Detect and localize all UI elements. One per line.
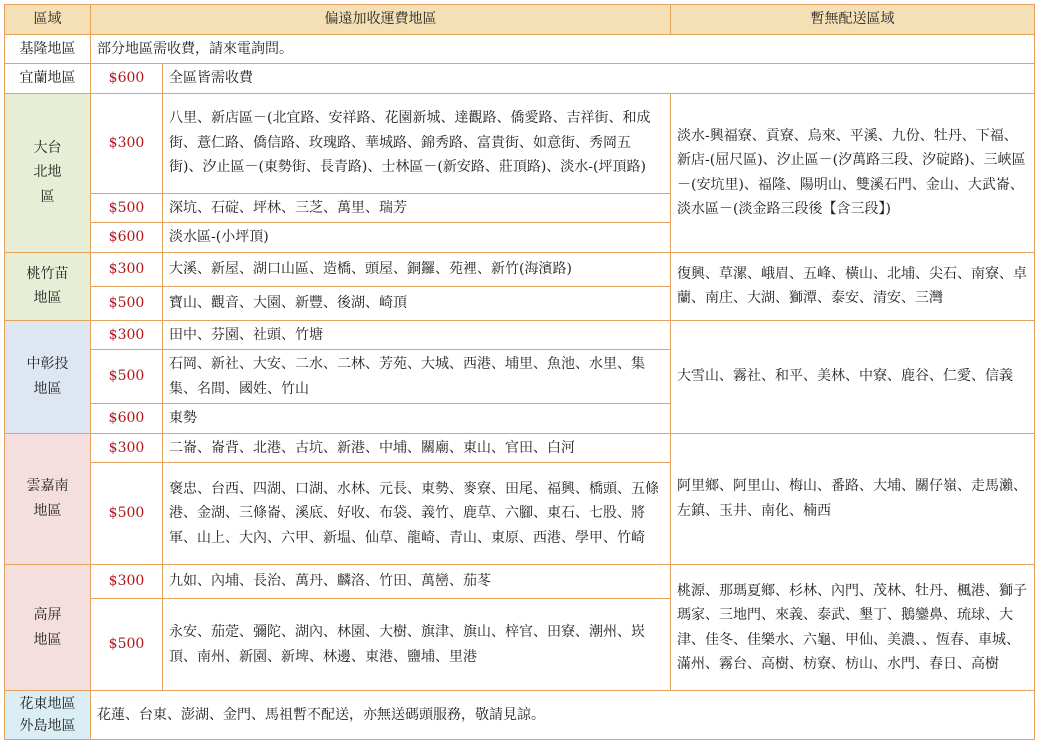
taozhu-areas-500: 寶山、觀音、大園、新豐、後湖、崎頂 xyxy=(163,286,671,320)
gao-no-delivery: 桃源、那瑪夏鄉、杉林、內門、茂林、牡丹、楓港、獅子瑪家、三地門、來義、泰武、墾丁、鵝鑾鼻、琉球、大津、佳冬、佳樂水、六龜、甲仙、美濃、、恆春、車城、滿州、霧台、高樹、枋寮、枋山、水門、春日、高樹 xyxy=(671,565,1035,691)
gao-areas-300: 九如、內埔、長治、萬丹、麟洛、竹田、萬巒、茄苳 xyxy=(163,565,671,599)
zhong-areas-500: 石岡、新社、大安、二水、二林、芳苑、大城、西港、埔里、魚池、水里、集集、名間、國姓、竹山 xyxy=(163,350,671,404)
region-zhong-label: 中彰投地區 xyxy=(26,356,69,397)
region-hua xyxy=(5,691,91,740)
zhong-price-500: $500 xyxy=(91,350,163,404)
jilong-note: 部分地區需收費，請來電詢問。 xyxy=(91,34,1035,64)
yun-price-300: $300 xyxy=(91,433,163,463)
row-yilan xyxy=(5,64,1035,94)
zhong-no-delivery: 大雪山、霧社、和平、美林、中寮、鹿谷、仁愛、信義 xyxy=(671,320,1035,433)
row-taipei-300 xyxy=(5,93,1035,193)
region-yilan: 宜蘭地區 xyxy=(5,64,91,94)
yun-areas-500: 褒忠、台西、四湖、口湖、水林、元長、東勢、麥寮、田尾、福興、橋頭、五條港、金湖、三條崙、溪底、好收、布袋、義竹、鹿草、六腳、東石、七股、將軍、山上、大內、六甲、新塭、仙草、龍崎、青山、東原、西港、學甲、竹崎 xyxy=(163,463,671,565)
region-yun xyxy=(5,433,91,565)
taozhu-no-delivery: 復興、草漯、峨眉、五峰、橫山、北埔、尖石、南寮、卓蘭、南庄、大湖、獅潭、泰安、清安、三灣 xyxy=(671,252,1035,320)
header-remote: 偏遠加收運費地區 xyxy=(91,5,671,35)
region-yun-label: 雲嘉南地區 xyxy=(26,478,69,519)
header-no-delivery: 暫無配送區域 xyxy=(671,5,1035,35)
zhong-price-300: $300 xyxy=(91,320,163,350)
taipei-price-600: $600 xyxy=(91,223,163,253)
taipei-price-500: $500 xyxy=(91,193,163,223)
zhong-areas-300: 田中、芬園、社頭、竹塘 xyxy=(163,320,671,350)
row-yun-300 xyxy=(5,433,1035,463)
yun-price-500: $500 xyxy=(91,463,163,565)
row-taozhu-300 xyxy=(5,252,1035,286)
region-jilong: 基隆地區 xyxy=(5,34,91,64)
row-gao-300 xyxy=(5,565,1035,599)
taipei-areas-500: 深坑、石碇、坪林、三芝、萬里、瑞芳 xyxy=(163,193,671,223)
taipei-areas-600: 淡水區-(小坪頂) xyxy=(163,223,671,253)
taipei-areas-300: 八里、新店區－(北宜路、安祥路、花園新城、達觀路、僑愛路、吉祥街、和成街、薏仁路、僑信路、玫瑰路、華城路、錦秀路、富貴街、如意街、秀岡五街)、汐止區－(東勢街、長青路)、士林區－(新安路、莊頂路)、淡水-(坪頂路) xyxy=(163,93,671,193)
gao-areas-500: 永安、茄萣、彌陀、湖內、林園、大樹、旗津、旗山、梓官、田寮、潮州、崁頂、南州、新園、新埤、林邊、東港、鹽埔、里港 xyxy=(163,599,671,691)
header-region: 區域 xyxy=(5,5,91,35)
zhong-price-600: $600 xyxy=(91,404,163,434)
region-gao xyxy=(5,565,91,691)
gao-price-300: $300 xyxy=(91,565,163,599)
hua-note: 花蓮、台東、澎湖、金門、馬祖暫不配送，亦無送碼頭服務，敬請見諒。 xyxy=(91,691,1035,740)
region-taozhu xyxy=(5,252,91,320)
row-hua xyxy=(5,691,1035,740)
yilan-areas: 全區皆需收費 xyxy=(163,64,1035,94)
shipping-fee-table xyxy=(4,4,1035,740)
taozhu-price-300: $300 xyxy=(91,252,163,286)
yilan-price: $600 xyxy=(91,64,163,94)
region-hua-line1: 花東地區 xyxy=(19,696,76,712)
taipei-no-delivery: 淡水-興福寮、貢寮、烏來、平溪、九份、牡丹、下福、新店-(屈尺區)、汐止區－(汐萬路三段、汐碇路)、三峽區－(安坑里)、福隆、陽明山、雙溪石門、金山、大武崙、淡水區－(淡金路三段後【含三段】) xyxy=(671,93,1035,252)
region-taozhu-label: 桃竹苗地區 xyxy=(26,265,69,306)
header-row xyxy=(5,5,1035,35)
taozhu-price-500: $500 xyxy=(91,286,163,320)
region-taipei xyxy=(5,93,91,252)
zhong-areas-600: 東勢 xyxy=(163,404,671,434)
region-zhong xyxy=(5,320,91,433)
region-gao-label: 高屏地區 xyxy=(33,607,62,648)
yun-areas-300: 二崙、崙背、北港、古坑、新港、中埔、關廟、東山、官田、白河 xyxy=(163,433,671,463)
taipei-price-300: $300 xyxy=(91,93,163,193)
row-jilong xyxy=(5,34,1035,64)
region-taipei-label: 大台北地區 xyxy=(33,139,62,205)
yun-no-delivery: 阿里鄉、阿里山、梅山、番路、大埔、關仔嶺、走馬瀨、左鎮、玉井、南化、楠西 xyxy=(671,433,1035,565)
taozhu-areas-300: 大溪、新屋、湖口山區、造橋、頭屋、銅鑼、苑裡、新竹(海濱路) xyxy=(163,252,671,286)
region-hua-line2: 外島地區 xyxy=(19,718,76,734)
gao-price-500: $500 xyxy=(91,599,163,691)
row-zhong-300 xyxy=(5,320,1035,350)
